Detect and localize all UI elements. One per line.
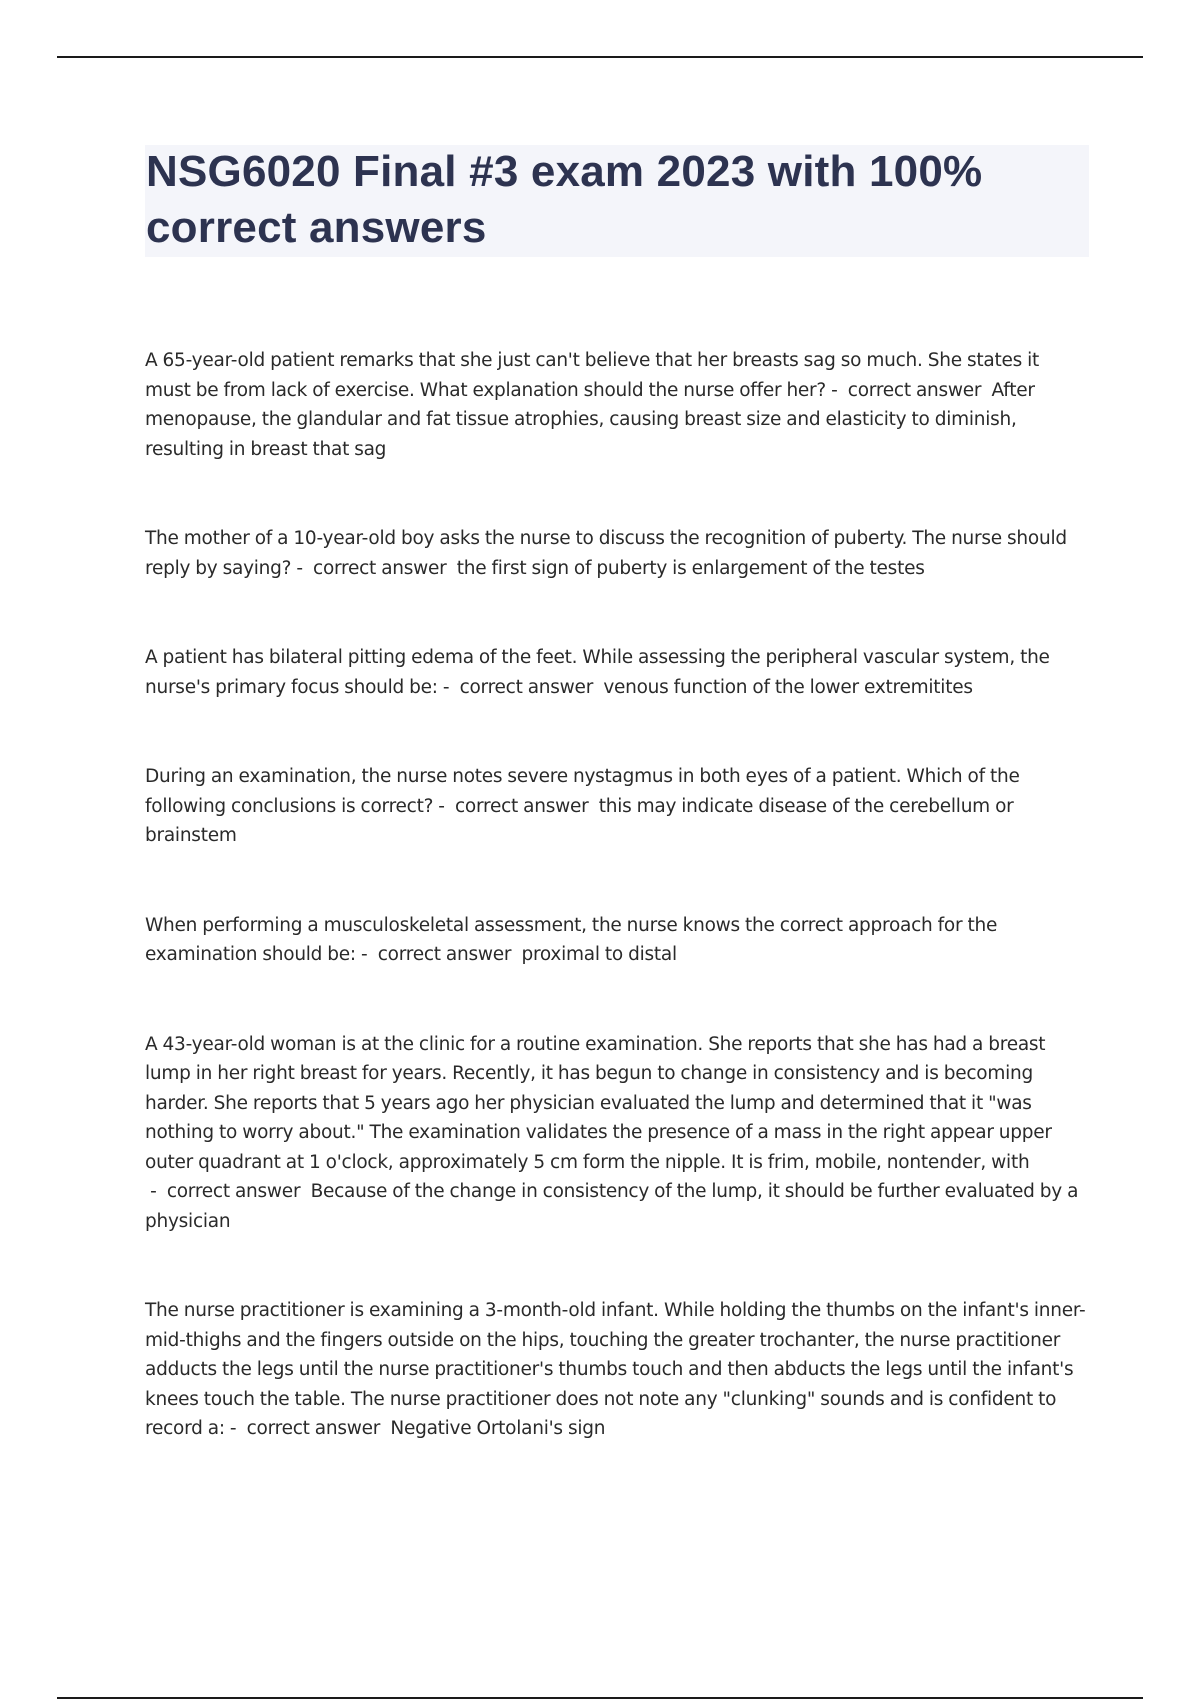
qa-list <box>145 346 1087 1444</box>
footer-rule <box>57 1697 1143 1699</box>
answer-separator: - correct answer <box>825 379 992 401</box>
question-text: The nurse practitioner is examining a 3-month-old infant. While holding the thumbs on the infant's inner-mid-thighs and the fingers outside on the hips, touching the greater trochanter, the nurse practitioner adducts the legs until the nurse practitioner's thumbs touch and then abducts the legs until the infant's knees touch the table. The nurse practitioner does not note any "clunking" sounds and is confident to record a: <box>145 1300 1086 1439</box>
answer-separator: - correct answer <box>224 1418 391 1439</box>
answer-text: proximal to distal <box>521 944 677 965</box>
qa-item <box>145 643 1087 702</box>
qa-item <box>145 911 1087 970</box>
answer-separator: - correct answer <box>145 1181 311 1202</box>
answer-text: the first sign of puberty is enlargement of the testes <box>456 557 925 579</box>
qa-item <box>145 1296 1087 1444</box>
answer-separator: - correct answer <box>437 676 604 698</box>
question-text: When performing a musculoskeletal assessment, the nurse knows the correct approach for the examination should be: <box>145 914 998 965</box>
question-text: The mother of a 10-year-old boy asks the nurse to discuss the recognition of puberty. The nurse should reply by saying? <box>145 528 1067 579</box>
answer-separator: - correct answer <box>291 557 457 579</box>
document-title: NSG6020 Final #3 exam 2023 with 100% correct answers <box>146 147 983 252</box>
qa-item <box>145 762 1087 851</box>
answer-text: venous function of the lower extremitites <box>603 676 973 698</box>
question-text: A patient has bilateral pitting edema of the feet. While assessing the peripheral vascular system, the nurse's primary focus should be: <box>145 647 1050 698</box>
qa-item <box>145 346 1087 464</box>
answer-text: Negative Ortolani's sign <box>390 1418 606 1439</box>
question-text: A 43-year-old woman is at the clinic for a routine examination. She reports that she has had a breast lump in her right breast for years. Recently, it has begun to change in consistency and is becoming harder. She reports that 5 years ago her physician evaluated the lump and determined that it "was nothing to worry about." The examination validates the presence of a mass in the right appear upper outer quadrant at 1 o'clock, approximately 5 cm form the nipple. It is frim, mobile, nontender, with <box>145 1033 1052 1173</box>
answer-text: this may indicate disease of the cerebellum or brainstem <box>145 795 1014 846</box>
qa-item <box>145 524 1087 583</box>
qa-item <box>145 1030 1087 1237</box>
answer-text: Because of the change in consistency of the lump, it should be further evaluated by a physician <box>145 1181 1079 1232</box>
answer-text: After menopause, the glandular and fat tissue atrophies, causing breast size and elasticity to diminish, resulting in breast that sag <box>145 379 1035 460</box>
question-text: A 65-year-old patient remarks that she just can't believe that her breasts sag so much. She states it must be from lack of exercise. What explanation should the nurse offer her? <box>145 350 1039 401</box>
header-rule <box>57 56 1143 58</box>
question-text: During an examination, the nurse notes severe nystagmus in both eyes of a patient. Which of the following conclusions is correct? <box>145 766 1020 817</box>
answer-separator: - correct answer <box>433 795 599 817</box>
answer-separator: - correct answer <box>355 944 522 965</box>
